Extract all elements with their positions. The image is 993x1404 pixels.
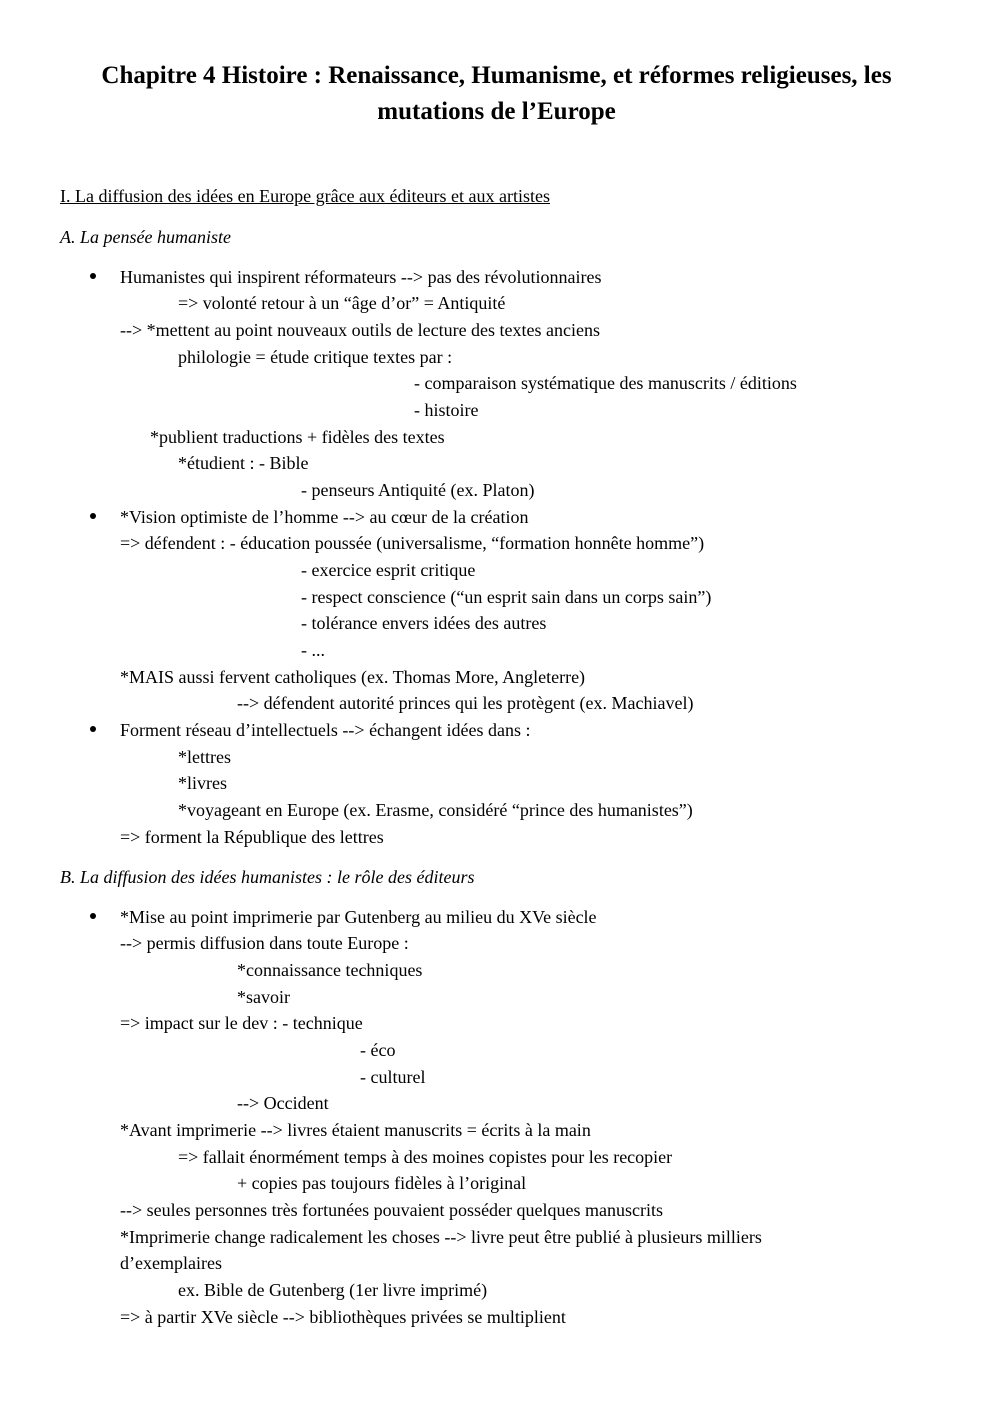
- text-line: *voyageant en Europe (ex. Erasme, considéré “prince des humanistes”): [178, 800, 693, 820]
- text-line: => volonté retour à un “âge d’or” = Antiquité: [178, 293, 506, 313]
- text-line: ex. Bible de Gutenberg (1er livre imprimé): [178, 1280, 488, 1300]
- text-line: *savoir: [237, 987, 290, 1007]
- text-line: --> seules personnes très fortunées pouvaient posséder quelques manuscrits: [120, 1200, 664, 1220]
- text-line: philologie = étude critique textes par :: [178, 347, 453, 367]
- page-title: [40, 58, 953, 130]
- text-line: --> *mettent au point nouveaux outils de lecture des textes anciens: [120, 320, 601, 340]
- text-line: - culturel: [360, 1067, 426, 1087]
- text-line: --> Occident: [237, 1093, 329, 1113]
- text-line: *Imprimerie change radicalement les choses --> livre peut être publié à plusieurs milliers: [120, 1227, 762, 1247]
- text-line: *publient traductions + fidèles des textes: [150, 427, 445, 447]
- text-line: - comparaison systématique des manuscrits / éditions: [414, 373, 797, 393]
- text-line: *lettres: [178, 747, 231, 767]
- text-line: => forment la République des lettres: [120, 827, 384, 847]
- text-line: - éco: [360, 1040, 396, 1060]
- text-line: --> permis diffusion dans toute Europe :: [120, 933, 409, 953]
- text-line: => fallait énormément temps à des moines copistes pour les recopier: [178, 1147, 673, 1167]
- text-line: => à partir XVe siècle --> bibliothèques privées se multiplient: [120, 1307, 566, 1327]
- text-line: - penseurs Antiquité (ex. Platon): [301, 480, 535, 500]
- text-line: *Vision optimiste de l’homme --> au cœur de la création: [120, 507, 529, 527]
- text-line: - respect conscience (“un esprit sain dans un corps sain”): [301, 587, 712, 607]
- page-title-line-1: Chapitre 4 Histoire : Renaissance, Humanisme, et réformes religieuses, les: [101, 62, 892, 89]
- text-line: - histoire: [414, 400, 479, 420]
- subsection-heading-b: B. La diffusion des idées humanistes : le rôle des éditeurs: [60, 867, 475, 887]
- text-line: => impact sur le dev : - technique: [120, 1013, 363, 1033]
- section-heading: I. La diffusion des idées en Europe grâce aux éditeurs et aux artistes: [60, 186, 550, 206]
- text-line: *Avant imprimerie --> livres étaient manuscrits = écrits à la main: [120, 1120, 591, 1140]
- text-line: *livres: [178, 773, 227, 793]
- text-line: => défendent : - éducation poussée (universalisme, “formation honnête homme”): [120, 533, 705, 553]
- text-line: *connaissance techniques: [237, 960, 423, 980]
- page-title-line-2: mutations de l’Europe: [377, 98, 616, 125]
- bullet-icon: [90, 273, 96, 279]
- text-line: d’exemplaires: [120, 1253, 222, 1273]
- bullet-icon: [90, 726, 96, 732]
- text-line: Forment réseau d’intellectuels --> échangent idées dans :: [120, 720, 531, 740]
- text-line: - ...: [301, 640, 325, 660]
- text-line: *Mise au point imprimerie par Gutenberg au milieu du XVe siècle: [120, 907, 597, 927]
- text-line: + copies pas toujours fidèles à l’original: [237, 1173, 527, 1193]
- bullet-icon: [90, 513, 96, 519]
- bullet-icon: [90, 913, 96, 919]
- text-line: --> défendent autorité princes qui les protègent (ex. Machiavel): [237, 693, 694, 713]
- text-line: *étudient : - Bible: [178, 453, 309, 473]
- subsection-heading-a: A. La pensée humaniste: [60, 227, 231, 247]
- text-line: - tolérance envers idées des autres: [301, 613, 547, 633]
- text-line: *MAIS aussi fervent catholiques (ex. Thomas More, Angleterre): [120, 667, 586, 687]
- text-line: - exercice esprit critique: [301, 560, 476, 580]
- text-line: Humanistes qui inspirent réformateurs --> pas des révolutionnaires: [120, 267, 602, 287]
